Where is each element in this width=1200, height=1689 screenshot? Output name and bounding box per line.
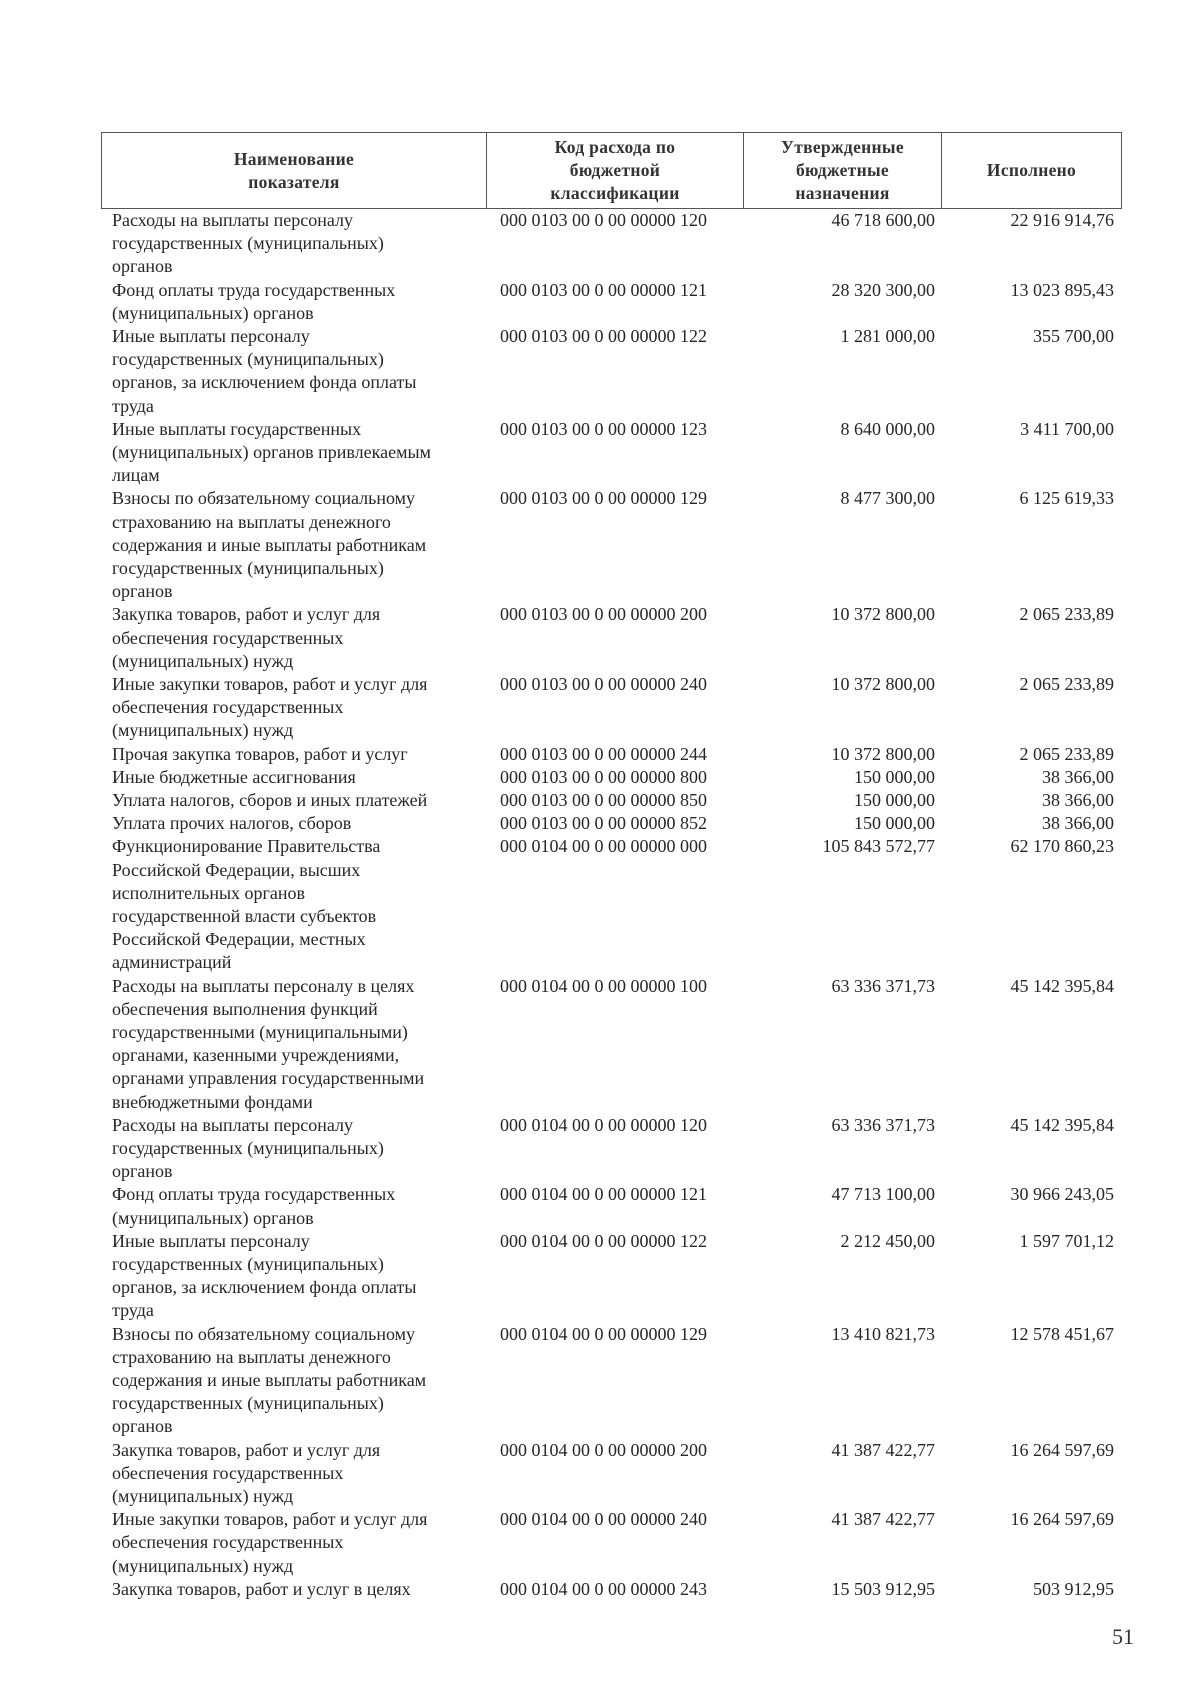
row-name: Иные выплаты персоналу государственных (муниципальных) органов, за исключением фонда оплаты труда: [112, 1230, 417, 1321]
table-row: [0, 418, 1200, 488]
row-name: Прочая закупка товаров, работ и услуг: [112, 743, 408, 764]
row-plan: 63 336 371,73: [831, 1114, 935, 1135]
table-row: [0, 1508, 1200, 1578]
table-row: [0, 812, 1200, 835]
row-code: 000 0103 00 0 00 00000 129: [500, 488, 707, 509]
header-plan: Утвержденные бюджетные назначения: [744, 133, 942, 208]
row-done: 3 411 700,00: [1020, 418, 1114, 439]
row-code: 000 0104 00 0 00 00000 120: [500, 1114, 707, 1135]
table-row: [0, 1183, 1200, 1229]
row-code: 000 0104 00 0 00 00000 243: [500, 1578, 707, 1599]
table-row: [0, 1114, 1200, 1184]
page-number: 51: [1112, 1624, 1134, 1649]
row-plan: 105 843 572,77: [822, 836, 935, 857]
row-plan: 1 281 000,00: [840, 326, 935, 346]
row-name: Иные закупки товаров, работ и услуг для обеспечения государственных (муниципальных) нужд: [112, 1509, 428, 1576]
table-row: [0, 789, 1200, 812]
row-name: Закупка товаров, работ и услуг в целях: [112, 1578, 411, 1599]
row-code: 000 0103 00 0 00 00000 852: [500, 813, 707, 834]
row-name: Взносы по обязательному социальному страхованию на выплаты денежного содержания и иные выплаты работникам государственных (муниципальных) органов: [112, 488, 427, 602]
table-row: [0, 835, 1200, 974]
row-name: Функционирование Правительства Российской Федерации, высших исполнительных органов государственной власти субъектов Российской Федерации, местных администраций: [112, 836, 381, 973]
row-code: 000 0103 00 0 00 00000 240: [500, 674, 707, 694]
row-done: 62 170 860,23: [1010, 836, 1114, 857]
table-row: [0, 1323, 1200, 1439]
row-done: 12 578 451,67: [1010, 1323, 1114, 1344]
row-plan: 8 640 000,00: [840, 418, 935, 439]
row-plan: 41 387 422,77: [831, 1509, 935, 1530]
row-plan: 13 410 821,73: [831, 1323, 935, 1344]
row-name: Закупка товаров, работ и услуг для обеспечения государственных (муниципальных) нужд: [112, 604, 381, 671]
row-done: 38 366,00: [1042, 790, 1114, 810]
row-name: Закупка товаров, работ и услуг для обеспечения государственных (муниципальных) нужд: [112, 1439, 381, 1506]
row-name: Иные закупки товаров, работ и услуг для обеспечения государственных (муниципальных) нужд: [112, 674, 428, 741]
row-name: Иные бюджетные ассигнования: [112, 766, 356, 787]
row-done: 22 916 914,76: [1010, 210, 1114, 230]
table-row: [0, 487, 1200, 603]
row-plan: 150 000,00: [854, 790, 935, 810]
row-name: Расходы на выплаты персоналу государственных (муниципальных) органов: [112, 210, 384, 277]
row-done: 1 597 701,12: [1019, 1230, 1114, 1251]
header-code: Код расхода по бюджетной классификации: [487, 133, 744, 208]
row-name: Уплата прочих налогов, сборов: [112, 813, 352, 834]
row-code: 000 0104 00 0 00 00000 000: [500, 836, 707, 857]
row-name: Иные выплаты государственных (муниципальных) органов привлекаемым лицам: [112, 418, 431, 486]
row-plan: 47 713 100,00: [831, 1184, 935, 1205]
table-row: [0, 325, 1200, 418]
row-done: 503 912,95: [1033, 1578, 1114, 1599]
row-code: 000 0104 00 0 00 00000 100: [500, 975, 707, 996]
row-plan: 15 503 912,95: [831, 1578, 935, 1599]
row-code: 000 0103 00 0 00 00000 244: [500, 743, 707, 764]
table-row: [0, 766, 1200, 789]
row-name: Взносы по обязательному социальному страхованию на выплаты денежного содержания и иные выплаты работникам государственных (муниципальных) органов: [112, 1323, 427, 1437]
row-done: 30 966 243,05: [1010, 1184, 1114, 1205]
table-row: [0, 279, 1200, 325]
table-row: [0, 743, 1200, 766]
row-code: 000 0103 00 0 00 00000 122: [500, 326, 707, 346]
table-row: [0, 673, 1200, 743]
row-plan: 10 372 800,00: [831, 743, 935, 764]
row-name: Уплата налогов, сборов и иных платежей: [112, 790, 428, 810]
header-name: Наименование показателя: [102, 133, 487, 208]
row-code: 000 0103 00 0 00 00000 850: [500, 790, 707, 810]
row-plan: 28 320 300,00: [831, 279, 935, 300]
row-name: Иные выплаты персоналу государственных (муниципальных) органов, за исключением фонда оплаты труда: [112, 326, 417, 416]
row-name: Фонд оплаты труда государственных (муниципальных) органов: [112, 1184, 396, 1228]
row-plan: 150 000,00: [854, 813, 935, 834]
row-plan: 2 212 450,00: [840, 1230, 935, 1251]
row-done: 2 065 233,89: [1019, 604, 1114, 625]
row-done: 2 065 233,89: [1019, 743, 1114, 764]
table-row: [0, 603, 1200, 673]
row-done: 355 700,00: [1033, 326, 1114, 346]
row-name: Расходы на выплаты персоналу в целях обеспечения выполнения функций государственными (муниципальными) органами, казенными учреждениями, органами управления государственными внебюджетными фондами: [112, 975, 425, 1112]
row-name: Расходы на выплаты персоналу государственных (муниципальных) органов: [112, 1114, 384, 1182]
table-row: [0, 209, 1200, 279]
row-plan: 8 477 300,00: [840, 488, 935, 509]
row-done: 13 023 895,43: [1010, 279, 1114, 300]
row-plan: 150 000,00: [854, 766, 935, 787]
row-plan: 46 718 600,00: [831, 210, 935, 230]
row-code: 000 0104 00 0 00 00000 122: [500, 1230, 707, 1251]
row-done: 6 125 619,33: [1019, 488, 1114, 509]
row-code: 000 0104 00 0 00 00000 200: [500, 1439, 707, 1460]
row-plan: 10 372 800,00: [831, 604, 935, 625]
row-done: 16 264 597,69: [1010, 1509, 1114, 1530]
header-done: Исполнено: [986, 160, 1077, 180]
table-row: [0, 1439, 1200, 1509]
table-header: [101, 132, 1122, 209]
row-code: 000 0103 00 0 00 00000 123: [500, 418, 707, 439]
table-row: [0, 1578, 1200, 1601]
table-row: [0, 1230, 1200, 1323]
table-row: [0, 975, 1200, 1114]
row-code: 000 0103 00 0 00 00000 200: [500, 604, 707, 625]
row-name: Фонд оплаты труда государственных (муниципальных) органов: [112, 279, 396, 323]
row-done: 16 264 597,69: [1010, 1439, 1114, 1460]
row-done: 38 366,00: [1042, 813, 1114, 834]
row-code: 000 0103 00 0 00 00000 120: [500, 210, 707, 230]
row-done: 38 366,00: [1042, 766, 1114, 787]
row-plan: 41 387 422,77: [831, 1439, 935, 1460]
row-done: 2 065 233,89: [1019, 674, 1114, 694]
row-code: 000 0103 00 0 00 00000 800: [500, 766, 707, 787]
row-plan: 10 372 800,00: [831, 674, 935, 694]
row-code: 000 0104 00 0 00 00000 240: [500, 1509, 707, 1530]
row-code: 000 0104 00 0 00 00000 129: [500, 1323, 707, 1344]
row-plan: 63 336 371,73: [831, 975, 935, 996]
row-done: 45 142 395,84: [1010, 975, 1114, 996]
row-done: 45 142 395,84: [1010, 1114, 1114, 1135]
row-code: 000 0104 00 0 00 00000 121: [500, 1184, 707, 1205]
row-code: 000 0103 00 0 00 00000 121: [500, 279, 707, 300]
